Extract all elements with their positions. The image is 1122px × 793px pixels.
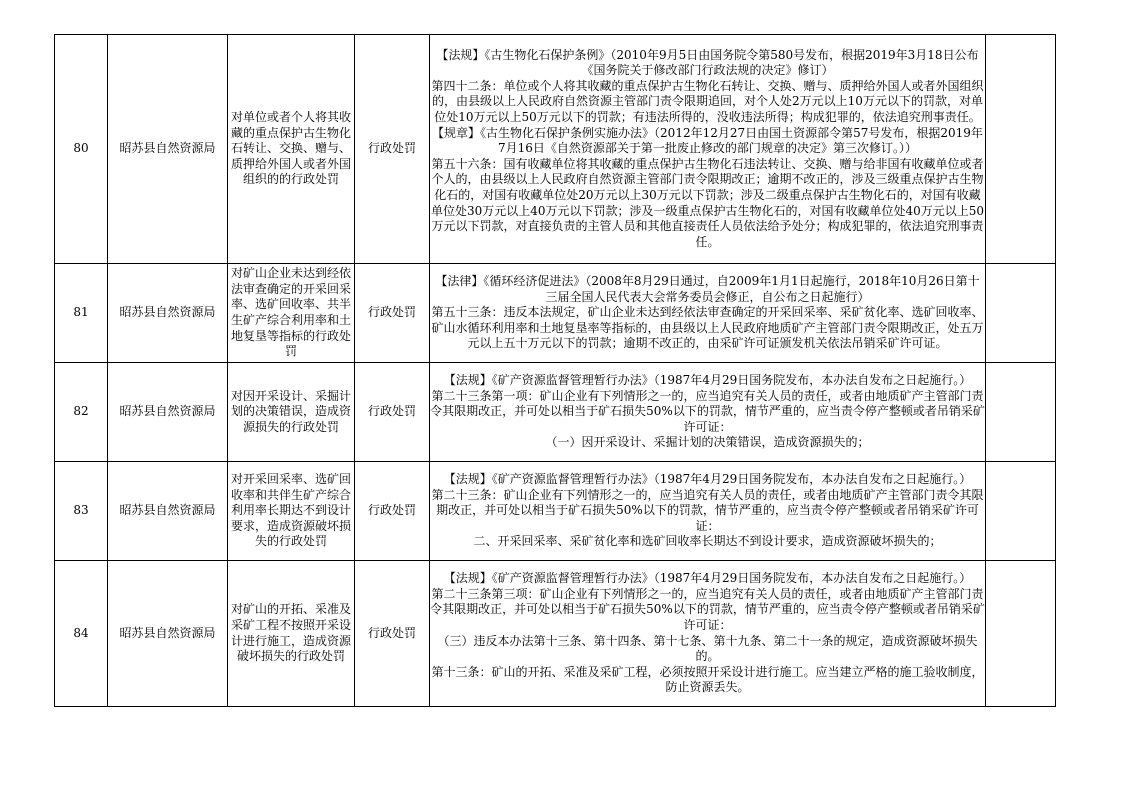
row-number: 82 xyxy=(55,363,108,462)
department-cell: 昭苏县自然资源局 xyxy=(108,363,228,462)
note-cell xyxy=(986,561,1056,707)
row-number: 80 xyxy=(55,35,108,264)
note-cell xyxy=(986,35,1056,264)
item-name-cell: 对矿山企业未达到经依法审查确定的开采回采率、选矿回收率、共半生矿产综合利用率和土地复垦等指标的行政处罚 xyxy=(228,264,355,363)
row-number: 84 xyxy=(55,561,108,707)
item-name-cell: 对单位或者个人将其收藏的重点保护古生物化石转让、交换、赠与、质押给外国人或者外国组织的的行政处罚 xyxy=(228,35,355,264)
legal-basis-cell xyxy=(430,264,986,363)
table-row xyxy=(55,561,1056,707)
category-cell: 行政处罚 xyxy=(355,561,430,707)
basis-paragraph: 【法规】《矿产资源监督管理暂行办法》（1987年4月29日国务院发布，本办法自发布之日起施行。） xyxy=(443,472,972,487)
basis-paragraph: （一）因开采设计、采掘计划的决策错误，造成资源损失的； xyxy=(545,435,870,450)
basis-paragraph: 第二十三条第一项：矿山企业有下列情形之一的，应当追究有关人员的责任，或者由地质矿产主管部门责令其限期改正，并可处以相当于矿石损失50%以下的罚款，情节严重的，应当责令停产整顿或者吊销采矿许可证： xyxy=(430,388,985,434)
department-cell: 昭苏县自然资源局 xyxy=(108,35,228,264)
basis-paragraph: 第二十三条：矿山企业有下列情形之一的，应当追究有关人员的责任，或者由地质矿产主管部门责令其限期改正，并可处以相当于矿石损失50%以下的罚款，情节严重的，应当责令停产整顿或者吊销采矿许可证： xyxy=(431,487,984,533)
row-number: 81 xyxy=(55,264,108,363)
category-cell: 行政处罚 xyxy=(355,35,430,264)
item-name-cell: 对矿山的开拓、采准及采矿工程不按照开采设计进行施工，造成资源破坏损失的行政处罚 xyxy=(228,561,355,707)
basis-paragraph: 第十三条：矿山的开拓、采准及采矿工程，必须按照开采设计进行施工。应当建立严格的施工验收制度，防止资源丢失。 xyxy=(431,664,984,695)
row-number: 83 xyxy=(55,462,108,561)
basis-paragraph: 【法律】《循环经济促进法》（2008年8月29日通过，自2009年1月1日起施行，2018年10月26日第十三届全国人民代表大会常务委员会修正，自公布之日起施行） xyxy=(435,274,980,304)
category-cell: 行政处罚 xyxy=(355,363,430,462)
note-cell xyxy=(986,264,1056,363)
item-name-cell: 对因开采设计、采掘计划的决策错误，造成资源损失的行政处罚 xyxy=(228,363,355,462)
note-cell xyxy=(986,462,1056,561)
basis-paragraph: 【法规】《矿产资源监督管理暂行办法》（1987年4月29日国务院发布，本办法自发布之日起施行。） xyxy=(443,571,972,586)
category-cell: 行政处罚 xyxy=(355,264,430,363)
table-row xyxy=(55,35,1056,264)
basis-paragraph: 第五十六条：国有收藏单位将其收藏的重点保护古生物化石违法转让、交换、赠与给非国有收藏单位或者个人的，由县级以上人民政府自然资源主管部门责令限期改正；逾期不改正的，涉及三级重点保护古生物化石的，对国有收藏单位处20万元以上30万元以下罚款；涉及二级重点保护古生物化石的，对国有收藏单位处30万元以上40万元以下罚款；涉及一级重点保护古生物化石的，对国有收藏单位处40万元以上50万元以下罚款，对直接负责的主管人员和其他直接责任人员依法给予处分；构成犯罪的，依法追究刑事责任。 xyxy=(430,156,985,249)
category-cell: 行政处罚 xyxy=(355,462,430,561)
legal-basis-cell xyxy=(430,35,986,264)
note-cell xyxy=(986,363,1056,462)
basis-paragraph: 【法规】《古生物化石保护条例》（2010年9月5日由国务院令第580号发布，根据2019年3月18日公布《国务院关于修改部门行政法规的决定》修订） xyxy=(436,47,979,78)
penalty-table xyxy=(54,34,1056,707)
legal-basis-cell xyxy=(430,561,986,707)
table-row xyxy=(55,462,1056,561)
basis-paragraph: 第二十三条第三项：矿山企业有下列情形之一的，应当追究有关人员的责任，或者由地质矿产主管部门责令其限期改正，并可处以相当于矿石损失50%以下的罚款，情节严重的，应当责令停产整顿或者吊销采矿许可证： xyxy=(430,586,985,632)
basis-paragraph: 【规章】《古生物化石保护条例实施办法》（2012年12月27日由国土资源部令第57号发布，根据2019年7月16日《自然资源部关于第一批废止修改的部门规章的决定》第三次修订。）） xyxy=(432,125,983,156)
department-cell: 昭苏县自然资源局 xyxy=(108,462,228,561)
basis-paragraph: 第四十二条：单位或个人将其收藏的重点保护古生物化石转让、交换、赠与、质押给外国人或者外国组织的，由县级以上人民政府自然资源主管部门责令限期追回，对个人处2万元以上10万元以下的罚款，对单位处10万元以上50万元以下的罚款；有违法所得的，没收违法所得；构成犯罪的，依法追究刑事责任。 xyxy=(431,78,984,125)
basis-paragraph: 【法规】《矿产资源监督管理暂行办法》（1987年4月29日国务院发布，本办法自发布之日起施行。） xyxy=(443,373,972,388)
legal-basis-cell xyxy=(430,363,986,462)
basis-paragraph: 二、开采回采率、采矿贫化率和选矿回收率长期达不到设计要求，造成资源破坏损失的； xyxy=(473,534,942,549)
department-cell: 昭苏县自然资源局 xyxy=(108,264,228,363)
department-cell: 昭苏县自然资源局 xyxy=(108,561,228,707)
table-row xyxy=(55,264,1056,363)
basis-paragraph: （三）违反本办法第十三条、第十四条、第十七条、第十九条、第二十一条的规定，造成资源破坏损失的。 xyxy=(437,633,978,664)
table-row xyxy=(55,363,1056,462)
basis-paragraph: 第五十三条：违反本法规定，矿山企业未达到经依法审查确定的开采回采率、采矿贫化率、选矿回收率、矿山水循环利用率和土地复垦率等指标的，由县级以上人民政府地质矿产主管部门责令限期改正，处五万元以上五十万元以下的罚款；逾期不改正的，由采矿许可证颁发机关依法吊销采矿许可证。 xyxy=(431,305,984,351)
item-name-cell: 对开采回采率、选矿回收率和共伴生矿产综合利用率长期达不到设计要求，造成资源破坏损失的行政处罚 xyxy=(228,462,355,561)
legal-basis-cell xyxy=(430,462,986,561)
